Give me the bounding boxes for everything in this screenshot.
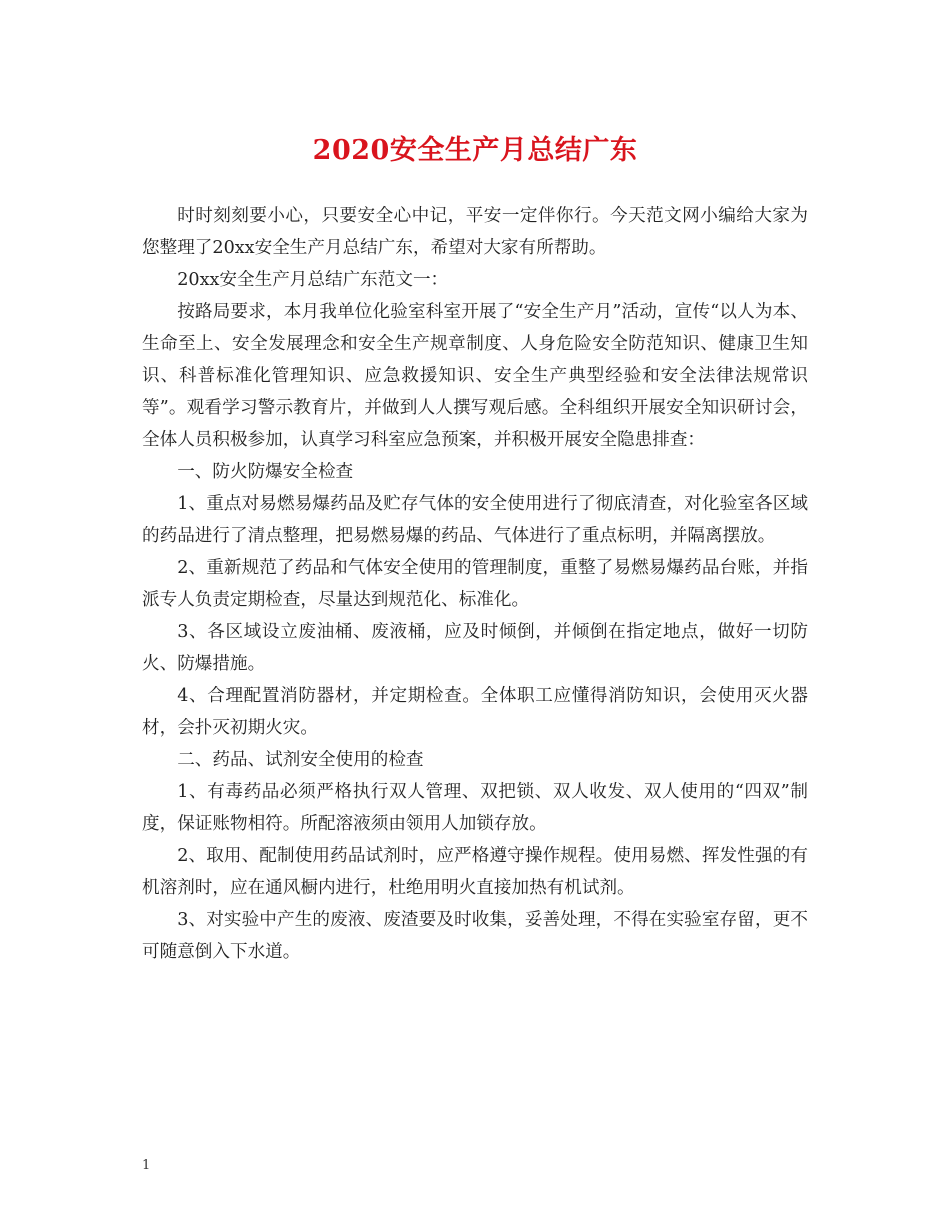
document-body: [142, 200, 808, 968]
activity-paragraph: 按路局要求，本月我单位化验室科室开展了“安全生产月”活动，宣传“以人为本、生命至上、安全发展理念和安全生产规章制度、人身危险安全防范知识、健康卫生知识、科普标准化管理知识、应急救援知识、安全生产典型经验和安全法律法规常识等”。观看学习警示教育片，并做到人人撰写观后感。全科组织开展安全知识研讨会，全体人员积极参加，认真学习科室应急预案，并积极开展安全隐患排查：: [142, 302, 808, 450]
reagent-safety-item-2: 2、取用、配制使用药品试剂时，应严格遵守操作规程。使用易燃、挥发性强的有机溶剂时，应在通风橱内进行，杜绝用明火直接加热有机试剂。: [142, 846, 808, 898]
section-heading-reagent-safety: 二、药品、试剂安全使用的检查: [177, 750, 424, 770]
intro-paragraph: 时时刻刻要小心，只要安全心中记，平安一定伴你行。今天范文网小编给大家为您整理了20xx安全生产月总结广东，希望对大家有所帮助。: [142, 206, 808, 258]
fire-safety-item-4: 4、合理配置消防器材，并定期检查。全体职工应懂得消防知识，会使用灭火器材，会扑灭初期火灾。: [142, 686, 808, 738]
page-number: 1: [142, 1158, 151, 1173]
fire-safety-item-2: 2、重新规范了药品和气体安全使用的管理制度，重整了易燃易爆药品台账，并指派专人负责定期检查，尽量达到规范化、标准化。: [142, 558, 808, 610]
fire-safety-item-1: 1、重点对易燃易爆药品及贮存气体的安全使用进行了彻底清查，对化验室各区域的药品进行了清点整理，把易燃易爆的药品、气体进行了重点标明，并隔离摆放。: [142, 494, 808, 546]
sample-heading: 20xx安全生产月总结广东范文一：: [177, 270, 449, 290]
reagent-safety-item-3: 3、对实验中产生的废液、废渣要及时收集，妥善处理，不得在实验室存留，更不可随意倒入下水道。: [142, 910, 808, 962]
document-title: 2020安全生产月总结广东: [312, 135, 638, 166]
section-heading-fire-safety: 一、防火防爆安全检查: [177, 462, 354, 482]
reagent-safety-item-1: 1、有毒药品必须严格执行双人管理、双把锁、双人收发、双人使用的“四双”制度，保证账物相符。所配溶液须由领用人加锁存放。: [142, 782, 808, 834]
fire-safety-item-3: 3、各区域设立废油桶、废液桶，应及时倾倒，并倾倒在指定地点，做好一切防火、防爆措施。: [142, 622, 808, 674]
